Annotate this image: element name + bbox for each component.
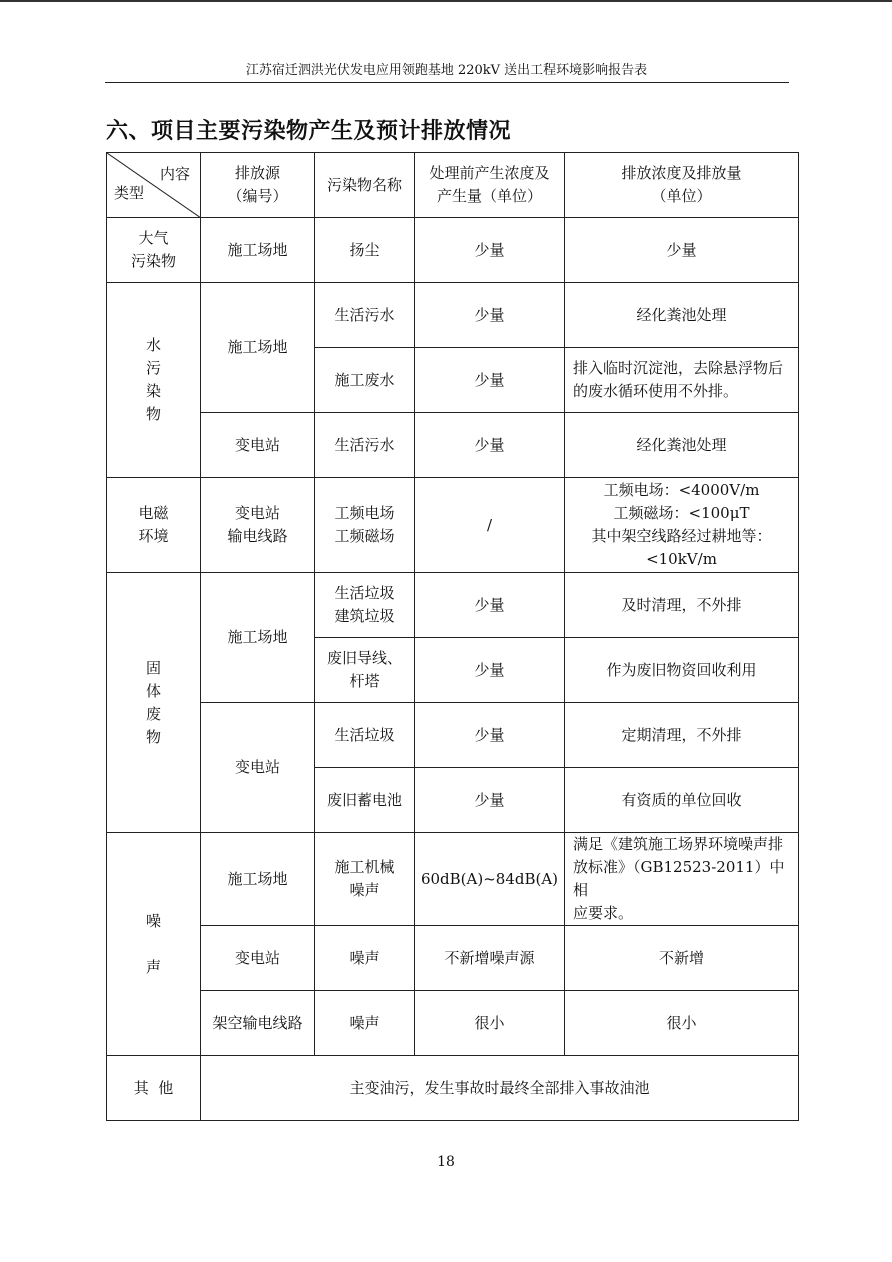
cell-pollutant: 废旧蓄电池 <box>315 768 415 833</box>
cell-source: 变电站 <box>201 926 315 991</box>
cell-pollutant: 施工机械 噪声 <box>315 833 415 926</box>
cell-source: 变电站 <box>201 703 315 833</box>
cell-source: 施工场地 <box>201 833 315 926</box>
header-rule <box>105 82 789 83</box>
cell-pollutant: 生活污水 <box>315 283 415 348</box>
corner-top-label: 内容 <box>159 165 190 183</box>
cell-pollutant: 噪声 <box>315 991 415 1056</box>
cell-before: 少量 <box>415 348 565 413</box>
table-row <box>107 413 799 478</box>
header-pollutant: 污染物名称 <box>315 153 415 218</box>
cell-pollutant: 生活污水 <box>315 413 415 478</box>
cell-other-content: 主变油污，发生事故时最终全部排入事故油池 <box>201 1056 799 1121</box>
cell-after: 经化粪池处理 <box>565 413 799 478</box>
header-after: 排放浓度及排放量 （单位） <box>565 153 799 218</box>
type-air: 大气 污染物 <box>107 218 201 283</box>
type-solid-waste: 固 体 废 物 <box>107 573 201 833</box>
cell-before: 60dB(A)~84dB(A) <box>415 833 565 926</box>
cell-after: 少量 <box>565 218 799 283</box>
table-row <box>107 218 799 283</box>
cell-pollutant: 废旧导线、 杆塔 <box>315 638 415 703</box>
cell-pollutant: 工频电场 工频磁场 <box>315 478 415 573</box>
cell-before: 少量 <box>415 703 565 768</box>
cell-pollutant: 生活垃圾 建筑垃圾 <box>315 573 415 638</box>
corner-cell <box>107 153 201 218</box>
running-header: 江苏宿迁泗洪光伏发电应用领跑基地 220kV 送出工程环境影响报告表 <box>245 63 648 78</box>
cell-before: / <box>415 478 565 573</box>
cell-after: 定期清理，不外排 <box>565 703 799 768</box>
table-row <box>107 991 799 1056</box>
table-row <box>107 926 799 991</box>
cell-source: 施工场地 <box>201 573 315 703</box>
cell-after: 不新增 <box>565 926 799 991</box>
section-title: 六、项目主要污染物产生及预计排放情况 <box>106 119 512 144</box>
cell-after: 作为废旧物资回收利用 <box>565 638 799 703</box>
type-water: 水 污 染 物 <box>107 283 201 478</box>
cell-after: 经化粪池处理 <box>565 283 799 348</box>
cell-before: 很小 <box>415 991 565 1056</box>
table-row <box>107 1056 799 1121</box>
type-electromagnetic: 电磁 环境 <box>107 478 201 573</box>
table-row <box>107 833 799 926</box>
page-top-edge <box>0 0 892 2</box>
cell-source: 施工场地 <box>201 218 315 283</box>
cell-after: 满足《建筑施工场界环境噪声排 放标准》（GB12523-2011）中相 应要求。 <box>565 833 799 926</box>
cell-pollutant: 扬尘 <box>315 218 415 283</box>
cell-before: 不新增噪声源 <box>415 926 565 991</box>
table-row <box>107 573 799 638</box>
cell-source: 施工场地 <box>201 283 315 413</box>
cell-after: 排入临时沉淀池，去除悬浮物后 的废水循环使用不外排。 <box>565 348 799 413</box>
cell-before: 少量 <box>415 218 565 283</box>
pollutant-table <box>106 152 799 1121</box>
cell-before: 少量 <box>415 413 565 478</box>
header-source: 排放源 （编号） <box>201 153 315 218</box>
cell-pollutant: 施工废水 <box>315 348 415 413</box>
cell-before: 少量 <box>415 638 565 703</box>
header-before: 处理前产生浓度及 产生量（单位） <box>415 153 565 218</box>
table-row <box>107 703 799 768</box>
cell-source: 变电站 输电线路 <box>201 478 315 573</box>
corner-bottom-label: 类型 <box>114 184 145 202</box>
type-other: 其 他 <box>107 1056 201 1121</box>
type-noise: 噪 声 <box>107 833 201 1056</box>
table-row <box>107 283 799 348</box>
cell-before: 少量 <box>415 573 565 638</box>
table-header-row <box>107 153 799 218</box>
table-row <box>107 478 799 573</box>
cell-before: 少量 <box>415 768 565 833</box>
page-number: 18 <box>437 1154 455 1170</box>
cell-after: 工频电场：<4000V/m 工频磁场：<100μT 其中架空线路经过耕地等： <10kV/m <box>565 478 799 573</box>
cell-after: 及时清理，不外排 <box>565 573 799 638</box>
cell-after: 很小 <box>565 991 799 1056</box>
cell-source: 变电站 <box>201 413 315 478</box>
cell-after: 有资质的单位回收 <box>565 768 799 833</box>
cell-before: 少量 <box>415 283 565 348</box>
cell-pollutant: 生活垃圾 <box>315 703 415 768</box>
cell-pollutant: 噪声 <box>315 926 415 991</box>
cell-source: 架空输电线路 <box>201 991 315 1056</box>
